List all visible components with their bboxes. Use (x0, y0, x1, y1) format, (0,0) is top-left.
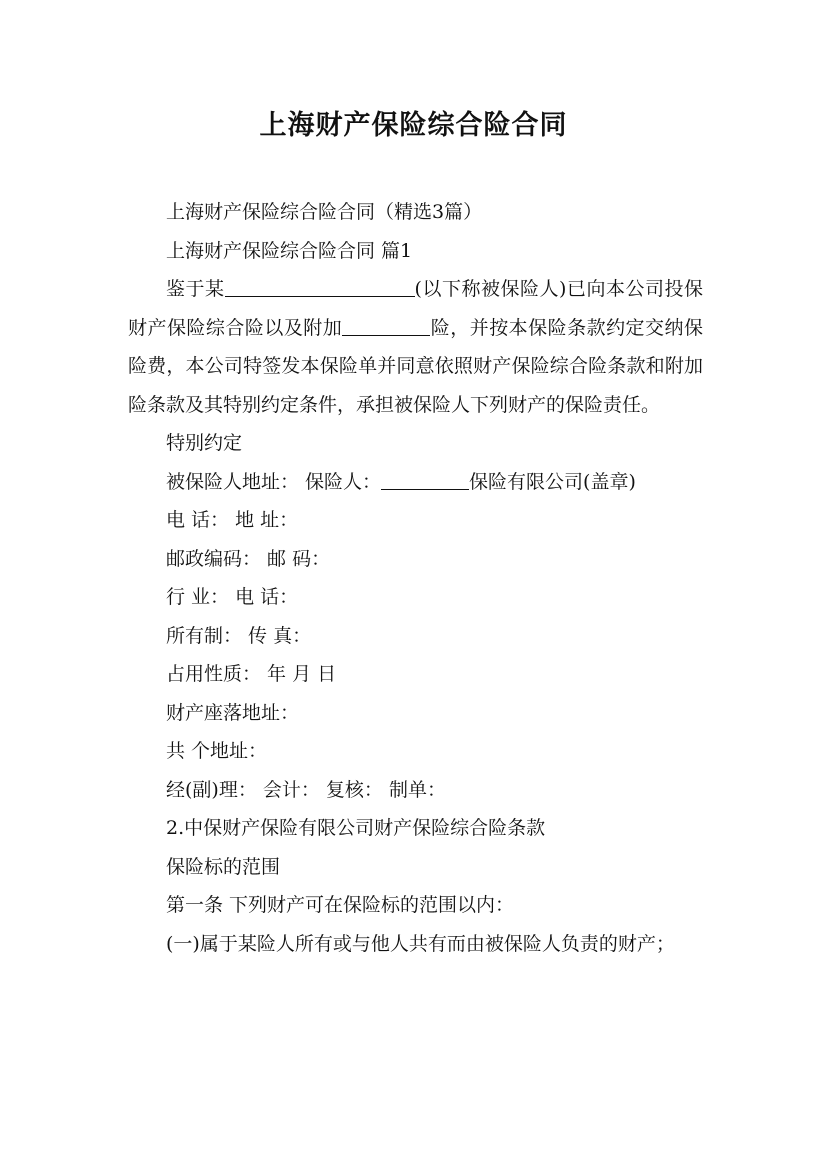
subtitle-line: 上海财产保险综合险合同（精选3篇） (166, 201, 483, 223)
scope-heading: 保险标的范围 (166, 855, 281, 878)
postcode-line: 邮政编码： 邮 码： (166, 547, 331, 570)
industry-line: 行 业： 电 话： (166, 586, 299, 608)
document-body (128, 193, 703, 963)
signature-line: 经(副)理： 会计： 复核： 制单： (166, 778, 446, 801)
intro-paragraph (128, 270, 703, 424)
intro-text-b: (以下称被保险人)已向本公司投保财产保险综合险以及附加 (128, 278, 703, 339)
section-heading: 上海财产保险综合险合同 篇1 (166, 239, 413, 262)
ownership-line: 所有制： 传 真： (166, 624, 312, 647)
address-line (128, 463, 703, 502)
intro-text-c: 险，并按本保险条款约定交纳保险费，本公司特签发本保险单并同意依照财产保险综合险条款和附加险条款及其特别约定条件，承担被保险人下列财产的保险责任。 (128, 316, 703, 416)
clause-title: 2.中保财产保险有限公司财产保险综合险条款 (166, 817, 546, 839)
article-one: 第一条 下列财产可在保险标的范围以内： (166, 894, 515, 916)
address-label: 被保险人地址： 保险人： (166, 470, 382, 493)
address-count-line: 共 个地址： (166, 740, 268, 762)
insured-name-blank (225, 276, 415, 297)
intro-text-a: 鉴于某 (166, 278, 225, 300)
property-address-line: 财产座落地址： (166, 701, 300, 724)
insurer-name-blank (381, 469, 469, 490)
additional-insurance-blank (342, 315, 430, 336)
document-title: 上海财产保险综合险合同 (259, 110, 568, 141)
phone-line: 电 话： 地 址： (166, 509, 299, 531)
occupancy-line: 占用性质： 年 月 日 (166, 663, 337, 685)
article-one-item-1: (一)属于某险人所有或与他人共有而由被保险人负责的财产； (166, 932, 675, 955)
insurer-company-label: 保险有限公司(盖章) (469, 470, 636, 493)
special-terms-heading: 特别约定 (166, 432, 243, 454)
